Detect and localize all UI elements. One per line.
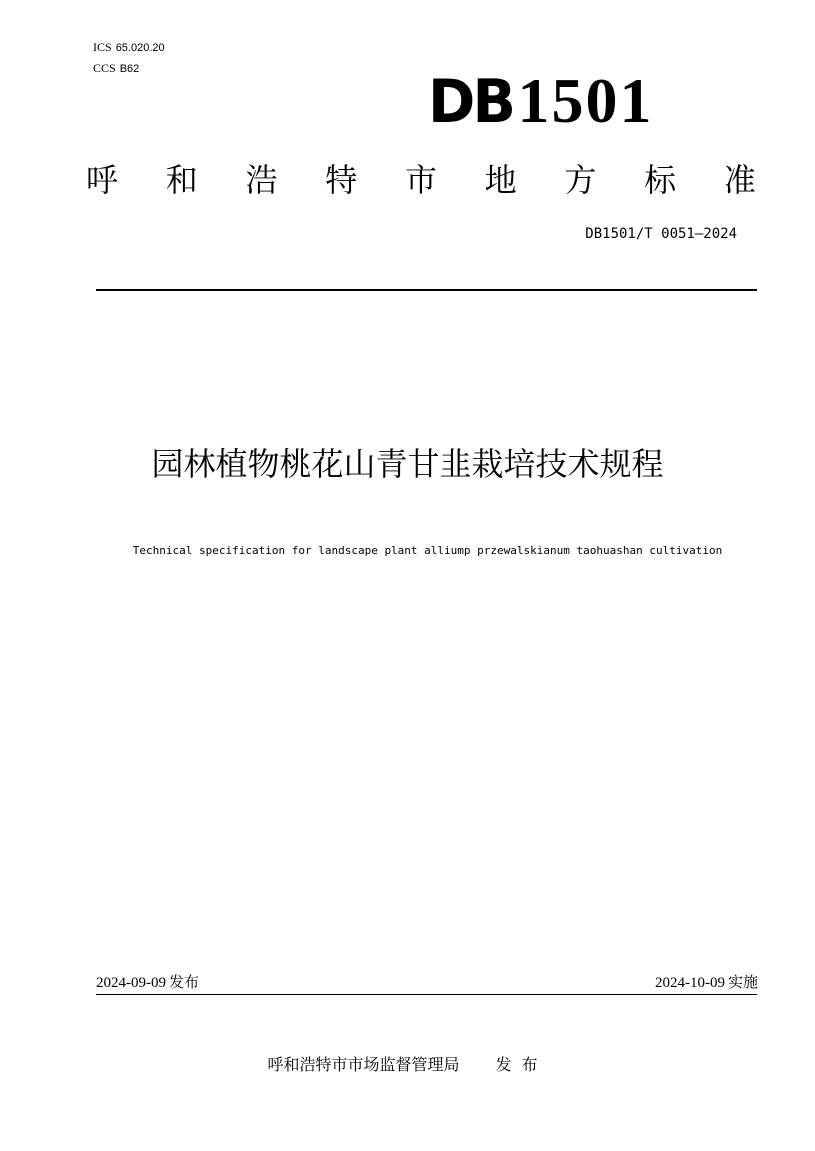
publisher-row <box>0 1053 815 1077</box>
category-char: 地 <box>484 161 517 199</box>
footer-divider <box>96 994 757 995</box>
category-char: 呼 <box>86 161 119 199</box>
category-char: 标 <box>644 161 677 199</box>
implement-date-label: 实施 <box>727 973 758 991</box>
implement-date-value: 2024-10-09 <box>654 975 725 991</box>
standard-number: DB1501/T 0051—2024 <box>585 226 737 242</box>
category-char: 和 <box>165 161 198 199</box>
ics-label: ICS <box>93 40 112 54</box>
standard-category <box>86 156 756 204</box>
ccs-line <box>93 61 139 76</box>
logo-number: 1501 <box>517 65 654 136</box>
document-title-chinese: 园林植物桃花山青甘韭栽培技术规程 <box>151 445 664 483</box>
logo-prefix: DB <box>428 67 514 137</box>
publish-date-label: 发布 <box>169 973 200 991</box>
db-standard-logo <box>428 65 698 137</box>
ics-value: 65.020.20 <box>115 42 165 54</box>
category-char: 市 <box>404 161 437 199</box>
ics-line <box>93 40 165 55</box>
document-title-english: Technical specification for landscape plant alliump przewalskianum taohuashan cultivation <box>132 544 723 557</box>
category-char: 特 <box>325 161 358 199</box>
issued-label: 发布 <box>495 1055 548 1074</box>
category-char: 方 <box>564 161 597 199</box>
category-char: 准 <box>723 161 756 199</box>
publish-date-value: 2024-09-09 <box>96 975 166 991</box>
publish-date <box>96 971 199 994</box>
ccs-label: CCS <box>93 61 116 75</box>
header-divider <box>96 289 757 291</box>
category-char: 浩 <box>245 161 278 199</box>
publisher-name: 呼和浩特市市场监督管理局 <box>267 1055 460 1074</box>
ccs-value: B62 <box>119 63 140 75</box>
implement-date <box>655 971 758 994</box>
